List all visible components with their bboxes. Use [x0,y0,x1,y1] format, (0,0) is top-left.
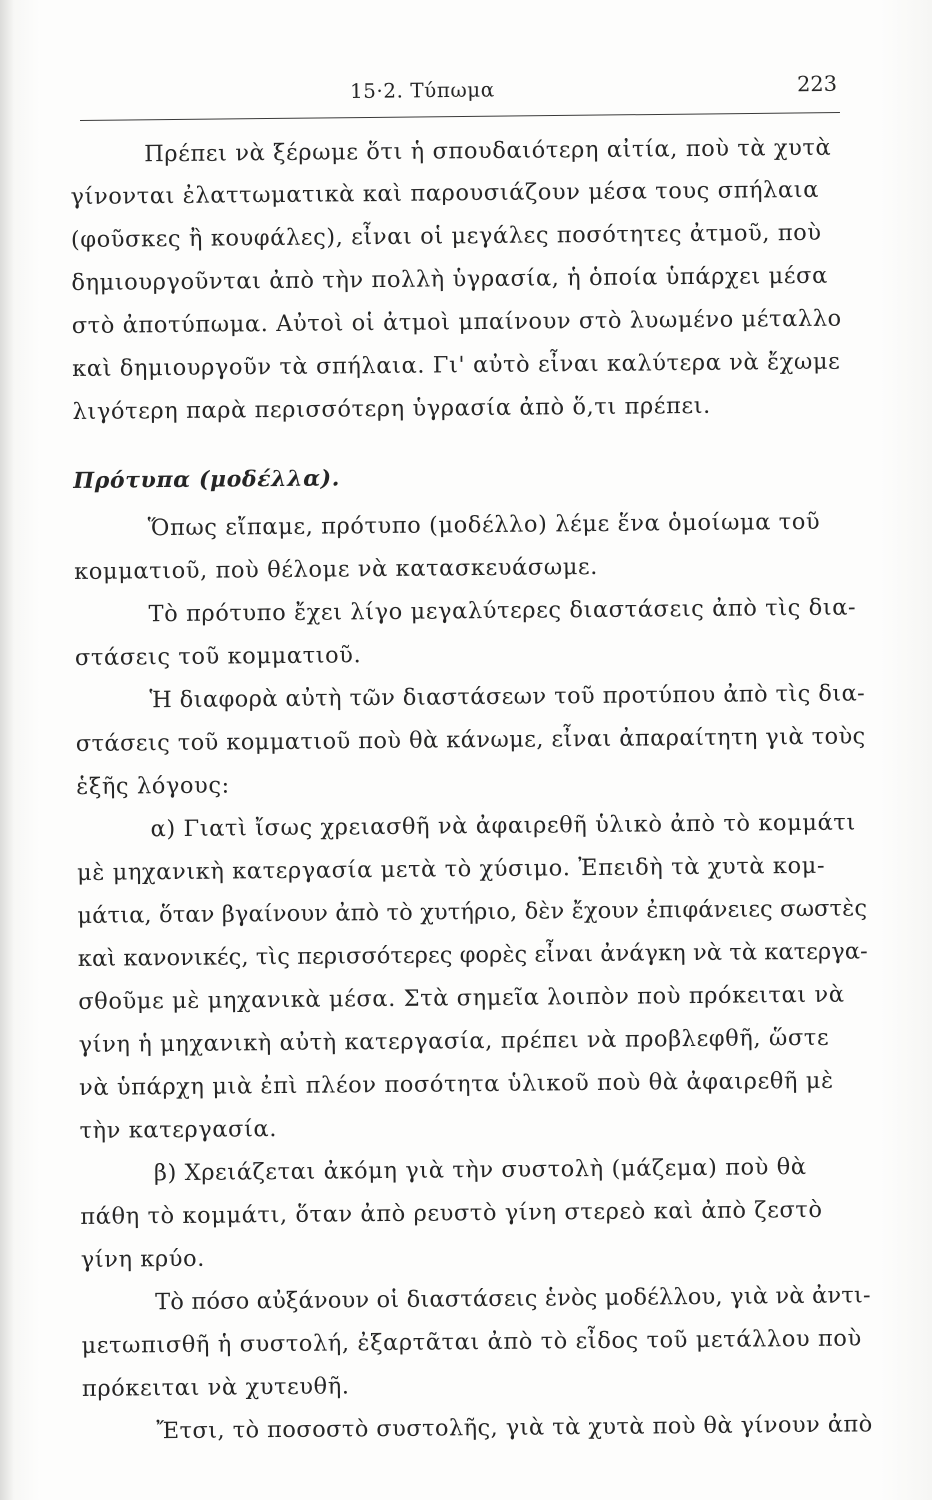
text-line: νὰ ὑπάρχη μιὰ ἐπὶ πλέον ποσότητα ὑλικοῦ ποὺ θὰ ἀφαιρεθῆ μὲ [78,1067,834,1101]
text-line: στάσεις τοῦ κομματιοῦ. [74,642,362,671]
text-line: καὶ κανονικές, τὶς περισσότερες φορὲς εἶναι ἀνάγκη νὰ τὰ κατεργα- [77,938,868,972]
text-line: γίνονται ἐλαττωματικὰ καὶ παρουσιάζουν μέσα τους σπήλαια [70,176,820,210]
text-line: Τὸ πόσο αὐξάνουν οἱ διαστάσεις ἑνὸς μοδέλλου, γιὰ νὰ ἀντι- [155,1282,871,1316]
text-line: στάσεις τοῦ κομματιοῦ ποὺ θὰ κάνωμε, εἶναι ἀπαραίτητη γιὰ τοὺς [75,723,866,757]
text-line: τὴν κατεργασία. [79,1116,278,1144]
body-text [70,132,873,1445]
text-line: δημιουργοῦνται ἀπὸ τὴν πολλὴ ὑγρασία, ἡ ὁποία ὑπάρχει μέσα [71,262,828,296]
text-line: Ὅπως εἴπαμε, πρότυπο (μοδέλλο) λέμε ἕνα ὁμοίωμα τοῦ [147,508,821,542]
text-line: Τὸ πρότυπο ἔχει λίγο μεγαλύτερες διαστάσεις ἀπὸ τὶς δια- [148,594,857,628]
text-line: μετωπισθῆ ἡ συστολή, ἐξαρτᾶται ἀπὸ τὸ εἶδος τοῦ μετάλλου ποὺ [81,1325,862,1359]
text-line: ἑξῆς λόγους: [76,772,230,800]
text-line: σθοῦμε μὲ μηχανικὰ μέσα. Στὰ σημεῖα λοιπὸν ποὺ πρόκειται νὰ [78,981,845,1015]
text-line: μάτια, ὅταν βγαίνουν ἀπὸ τὸ χυτήριο, δὲν ἔχουν ἐπιφάνειες σωστὲς [77,895,868,929]
text-line: Ἡ διαφορὰ αὐτὴ τῶν διαστάσεων τοῦ προτύπου ἀπὸ τὶς δια- [149,680,866,714]
text-line: Ἔτσι, τὸ ποσοστὸ συστολῆς, γιὰ τὰ χυτὰ ποὺ θὰ γίνουν ἀπὸ [156,1411,873,1445]
running-head: 15·2. Τύπωμα [349,77,495,103]
header-rule [80,112,840,121]
text-line: καὶ δημιουργοῦν τὰ σπήλαια. Γι' αὐτὸ εἶναι καλύτερα νὰ ἔχωμε [72,348,841,382]
text-line: γίνη κρύο. [80,1245,206,1273]
page-number: 223 [796,71,838,97]
text-line: πάθη τὸ κομμάτι, ὅταν ἀπὸ ρευστὸ γίνη στερεὸ καὶ ἀπὸ ζεστὸ [80,1196,823,1230]
text-line: πρόκειται νὰ χυτευθῆ. [81,1373,350,1402]
text-line: Πρέπει νὰ ξέρωμε ὅτι ἡ σπουδαιότερη αἰτία, ποὺ τὰ χυτὰ [144,134,832,168]
text-line: α) Γιατὶ ἴσως χρειασθῆ νὰ ἀφαιρεθῆ ὑλικὸ ἀπὸ τὸ κομμάτι [150,809,856,843]
text-line: β) Χρειάζεται ἀκόμη γιὰ τὴν συστολὴ (μάζεμα) ποὺ θὰ [153,1153,807,1187]
page-header [0,0,932,130]
text-line: γίνη ἡ μηχανικὴ αὐτὴ κατεργασία, πρέπει νὰ προβλεφθῆ, ὥστε [78,1024,830,1058]
text-line: λιγότερη παρὰ περισσότερη ὑγρασία ἀπὸ ὅ,τι πρέπει. [72,392,711,425]
text-line: στὸ ἀποτύπωμα. Αὐτοὶ οἱ ἀτμοὶ μπαίνουν στὸ λυωμένο μέταλλο [71,305,842,339]
text-line: μὲ μηχανικὴ κατεργασία μετὰ τὸ χύσιμο. Ἐπειδὴ τὰ χυτὰ κομ- [76,852,826,886]
text-line: (φοῦσκες ἢ κουφάλες), εἶναι οἱ μεγάλες ποσότητες ἀτμοῦ, ποὺ [70,219,822,253]
section-heading: Πρότυπα (μοδέλλα). [73,465,341,494]
gutter-shadow [0,0,14,1500]
text-line: κομματιοῦ, ποὺ θέλομε νὰ κατασκευάσωμε. [74,553,599,585]
